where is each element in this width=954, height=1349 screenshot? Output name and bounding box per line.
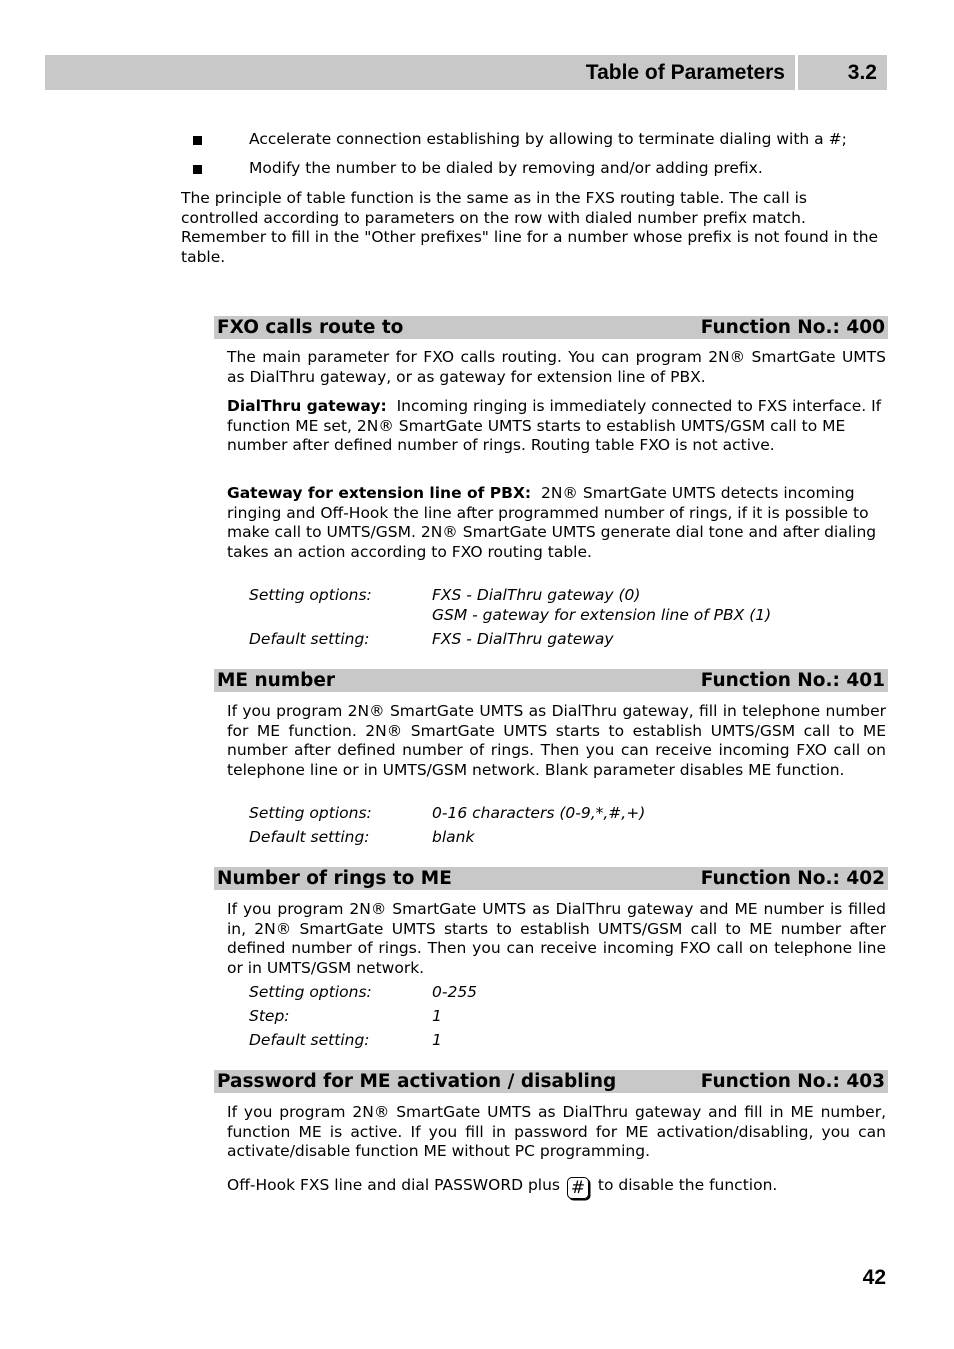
bullet-text: Modify the number to be dialed by removing and/or adding prefix.: [249, 159, 763, 177]
square-bullet-icon: [193, 136, 202, 145]
offhook-text-before: Off-Hook FXS line and dial PASSWORD plus: [227, 1176, 561, 1194]
function-number: Function No.: 402: [700, 868, 885, 889]
intro-paragraph: The principle of table function is the same as in the FXS routing table. The call is controlled according to parameters on the row with dialed number prefix match. Remember to fill in the "Other prefixes" line for a number whose prefix is not found in the table.: [181, 189, 879, 266]
header-title: Table of Parameters: [585, 61, 785, 84]
section-header-403: [214, 1070, 888, 1093]
dialthru-text: Incoming ringing is immediately connected to FXS interface. If function ME set, 2N® SmartGate UMTS starts to establish UMTS/GSM call to ME number after defined number of rings. Routing table FXO is not active.: [227, 397, 882, 455]
section-title: FXO calls route to: [217, 317, 404, 338]
default-setting-value: blank: [432, 828, 475, 846]
setting-options-label: Setting options:: [249, 804, 372, 822]
default-setting-label: Default setting:: [249, 1031, 370, 1049]
section-402-paragraph: If you program 2N® SmartGate UMTS as DialThru gateway and ME number is filled in, 2N® SmartGate UMTS starts to establish UMTS/GSM call to ME number after defined number of rings. Then you can receive incoming FXO call on telephone line or in UMTS/GSM network.: [227, 900, 886, 977]
section-title: Number of rings to ME: [217, 868, 452, 889]
dialthru-label: DialThru gateway:: [227, 397, 387, 415]
setting-options-label: Setting options:: [249, 586, 372, 604]
function-number: Function No.: 400: [700, 317, 885, 338]
setting-option-value: 0-16 characters (0-9,*,#,+): [432, 804, 646, 822]
header-section-bar: [798, 55, 887, 90]
step-label: Step:: [249, 1007, 290, 1025]
dialthru-description: [227, 397, 886, 456]
section-title: ME number: [217, 670, 336, 691]
setting-option-value: GSM - gateway for extension line of PBX (1): [432, 606, 772, 624]
section-header-401: [214, 669, 888, 692]
pbx-description: [227, 484, 886, 562]
pbx-label: Gateway for extension line of PBX:: [227, 484, 532, 502]
default-setting-label: Default setting:: [249, 630, 370, 648]
offhook-instruction: [227, 1176, 886, 1199]
hash-key-icon: #: [567, 1177, 589, 1199]
section-title: Password for ME activation / disabling: [217, 1071, 617, 1092]
setting-options-label: Setting options:: [249, 983, 372, 1001]
section-header-402: [214, 867, 888, 890]
function-number: Function No.: 401: [700, 670, 885, 691]
offhook-text-after: to disable the function.: [597, 1176, 778, 1194]
default-setting-value: FXS - DialThru gateway: [432, 630, 614, 648]
header-title-bar: [45, 55, 795, 90]
header-section-number: 3.2: [847, 61, 877, 84]
page-number: 42: [862, 1266, 886, 1289]
function-number: Function No.: 403: [700, 1071, 885, 1092]
default-setting-value: 1: [432, 1031, 442, 1049]
pbx-text: 2N® SmartGate UMTS detects incoming ringing and Off-Hook the line after programmed number of rings, if it is possible to make call to UMTS/GSM. 2N® SmartGate UMTS generate dial tone and after dialing takes an action according to FXO routing table.: [227, 484, 877, 561]
section-403-paragraph: If you program 2N® SmartGate UMTS as DialThru gateway and fill in ME number, function ME is active. If you fill in password for ME activation/disabling, you can activate/disable function ME without PC programming.: [227, 1103, 886, 1161]
bullet-text: Accelerate connection establishing by allowing to terminate dialing with a #;: [249, 130, 847, 148]
default-setting-label: Default setting:: [249, 828, 370, 846]
section-400-paragraph: The main parameter for FXO calls routing. You can program 2N® SmartGate UMTS as DialThru gateway, or as gateway for extension line of PBX.: [227, 348, 886, 386]
step-value: 1: [432, 1007, 442, 1025]
square-bullet-icon: [193, 165, 202, 174]
section-header-400: [214, 316, 888, 339]
setting-option-value: 0-255: [432, 983, 478, 1001]
section-401-paragraph: If you program 2N® SmartGate UMTS as DialThru gateway, fill in telephone number for ME function. 2N® SmartGate UMTS starts to establish UMTS/GSM call to ME number after defined number of rings. Then you can receive incoming FXO call on telephone line or in UMTS/GSM network. Blank parameter disables ME function.: [227, 702, 886, 779]
setting-option-value: FXS - DialThru gateway (0): [432, 586, 641, 604]
